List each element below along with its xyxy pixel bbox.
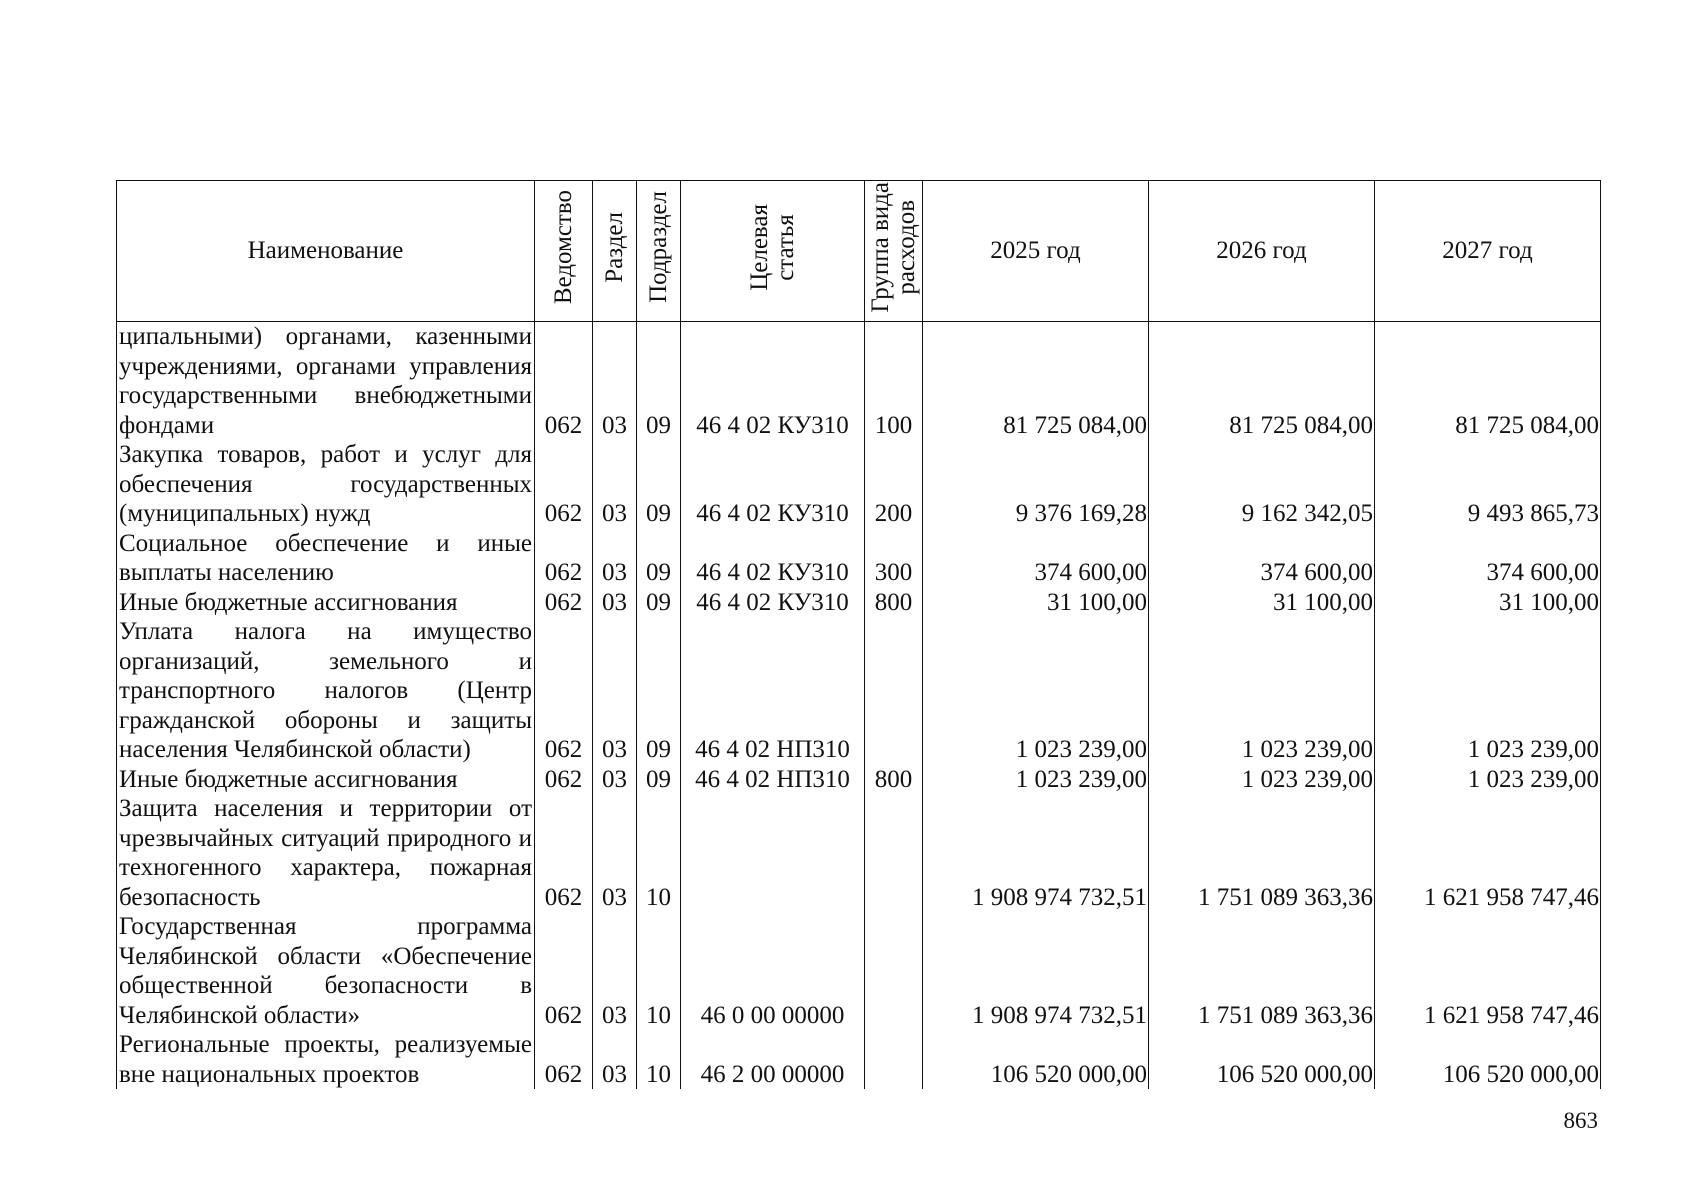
row-gruppa: 100 <box>865 322 923 441</box>
table-row <box>117 765 1601 795</box>
table-row <box>117 794 1601 912</box>
row-amount-2025: 1 023 239,00 <box>923 765 1149 795</box>
row-gruppa <box>865 912 923 1030</box>
row-amount-2027: 31 100,00 <box>1375 588 1601 618</box>
row-amount-2025: 1 908 974 732,51 <box>923 912 1149 1030</box>
row-vedomstvo: 062 <box>535 529 593 588</box>
row-razdel: 03 <box>593 765 637 795</box>
row-amount-2025: 81 725 084,00 <box>923 322 1149 441</box>
row-amount-2027: 81 725 084,00 <box>1375 322 1601 441</box>
row-celevaya-statya: 46 4 02 НП310 <box>681 617 865 765</box>
table-row <box>117 588 1601 618</box>
row-amount-2026: 106 520 000,00 <box>1149 1030 1375 1089</box>
row-razdel: 03 <box>593 322 637 441</box>
row-amount-2025: 9 376 169,28 <box>923 440 1149 529</box>
table-row <box>117 617 1601 765</box>
row-vedomstvo: 062 <box>535 1030 593 1089</box>
row-amount-2026: 81 725 084,00 <box>1149 322 1375 441</box>
header-podrazdel: Подраздел <box>637 181 681 322</box>
row-amount-2027: 374 600,00 <box>1375 529 1601 588</box>
row-podrazdel: 09 <box>637 588 681 618</box>
row-amount-2026: 1 751 089 363,36 <box>1149 912 1375 1030</box>
table-row <box>117 529 1601 588</box>
row-amount-2027: 1 023 239,00 <box>1375 617 1601 765</box>
row-celevaya-statya: 46 4 02 КУ310 <box>681 588 865 618</box>
row-name: Социальное обеспечение и иные выплаты населению <box>117 529 535 588</box>
row-podrazdel: 09 <box>637 529 681 588</box>
row-gruppa <box>865 794 923 912</box>
header-year-2026: 2026 год <box>1149 181 1375 322</box>
row-podrazdel: 09 <box>637 765 681 795</box>
header-name: Наименование <box>117 181 535 322</box>
row-amount-2026: 1 023 239,00 <box>1149 765 1375 795</box>
row-razdel: 03 <box>593 529 637 588</box>
row-amount-2026: 9 162 342,05 <box>1149 440 1375 529</box>
row-gruppa <box>865 617 923 765</box>
row-vedomstvo: 062 <box>535 794 593 912</box>
header-razdel: Раздел <box>593 181 637 322</box>
row-amount-2026: 374 600,00 <box>1149 529 1375 588</box>
row-vedomstvo: 062 <box>535 588 593 618</box>
row-amount-2025: 374 600,00 <box>923 529 1149 588</box>
row-amount-2027: 1 621 958 747,46 <box>1375 912 1601 1030</box>
row-podrazdel: 09 <box>637 440 681 529</box>
row-name: Региональные проекты, реализуемые вне национальных проектов <box>117 1030 535 1089</box>
row-amount-2025: 31 100,00 <box>923 588 1149 618</box>
row-amount-2027: 106 520 000,00 <box>1375 1030 1601 1089</box>
row-vedomstvo: 062 <box>535 765 593 795</box>
row-razdel: 03 <box>593 1030 637 1089</box>
row-gruppa: 800 <box>865 765 923 795</box>
table-header <box>117 181 1601 322</box>
row-podrazdel: 09 <box>637 617 681 765</box>
row-name: Защита населения и территории от чрезвычайных ситуаций природного и техногенного характера, пожарная безопасность <box>117 794 535 912</box>
table-row <box>117 912 1601 1030</box>
row-razdel: 03 <box>593 588 637 618</box>
row-amount-2027: 1 023 239,00 <box>1375 765 1601 795</box>
row-celevaya-statya: 46 0 00 00000 <box>681 912 865 1030</box>
header-year-2025: 2025 год <box>923 181 1149 322</box>
row-podrazdel: 10 <box>637 794 681 912</box>
row-gruppa: 200 <box>865 440 923 529</box>
row-razdel: 03 <box>593 617 637 765</box>
row-razdel: 03 <box>593 440 637 529</box>
header-year-2027: 2027 год <box>1375 181 1601 322</box>
header-celevaya-statya: Целевая статья <box>681 181 865 322</box>
row-podrazdel: 09 <box>637 322 681 441</box>
row-gruppa <box>865 1030 923 1089</box>
table-row <box>117 1030 1601 1089</box>
page-number: 863 <box>1563 1108 1598 1133</box>
row-celevaya-statya: 46 4 02 КУ310 <box>681 529 865 588</box>
row-amount-2026: 31 100,00 <box>1149 588 1375 618</box>
row-amount-2027: 9 493 865,73 <box>1375 440 1601 529</box>
header-vedomstvo: Ведомство <box>535 181 593 322</box>
row-celevaya-statya: 46 2 00 00000 <box>681 1030 865 1089</box>
row-amount-2027: 1 621 958 747,46 <box>1375 794 1601 912</box>
budget-table <box>116 180 1601 1089</box>
row-amount-2026: 1 023 239,00 <box>1149 617 1375 765</box>
row-amount-2025: 1 908 974 732,51 <box>923 794 1149 912</box>
row-celevaya-statya <box>681 794 865 912</box>
row-vedomstvo: 062 <box>535 322 593 441</box>
row-celevaya-statya: 46 4 02 КУ310 <box>681 322 865 441</box>
row-vedomstvo: 062 <box>535 440 593 529</box>
row-razdel: 03 <box>593 912 637 1030</box>
row-name: Закупка товаров, работ и услуг для обеспечения государственных (муниципальных) нужд <box>117 440 535 529</box>
table-body <box>117 322 1601 1090</box>
row-name: Уплата налога на имущество организаций, земельного и транспортного налогов (Центр гражданской обороны и защиты населения Челябинской области) <box>117 617 535 765</box>
table-row <box>117 322 1601 441</box>
row-name: Иные бюджетные ассигнования <box>117 765 535 795</box>
row-name: Иные бюджетные ассигнования <box>117 588 535 618</box>
row-name: ципальными) органами, казенными учреждениями, органами управления государственными внебюджетными фондами <box>117 322 535 441</box>
row-podrazdel: 10 <box>637 912 681 1030</box>
row-celevaya-statya: 46 4 02 НП310 <box>681 765 865 795</box>
header-gruppa-vida-rashodov: Группа вида расходов <box>865 181 923 322</box>
table-row <box>117 440 1601 529</box>
row-name: Государственная программа Челябинской области «Обеспечение общественной безопасности в Челябинской области» <box>117 912 535 1030</box>
row-amount-2026: 1 751 089 363,36 <box>1149 794 1375 912</box>
row-gruppa: 800 <box>865 588 923 618</box>
row-celevaya-statya: 46 4 02 КУ310 <box>681 440 865 529</box>
row-amount-2025: 106 520 000,00 <box>923 1030 1149 1089</box>
row-podrazdel: 10 <box>637 1030 681 1089</box>
row-amount-2025: 1 023 239,00 <box>923 617 1149 765</box>
row-vedomstvo: 062 <box>535 912 593 1030</box>
row-razdel: 03 <box>593 794 637 912</box>
row-vedomstvo: 062 <box>535 617 593 765</box>
row-gruppa: 300 <box>865 529 923 588</box>
